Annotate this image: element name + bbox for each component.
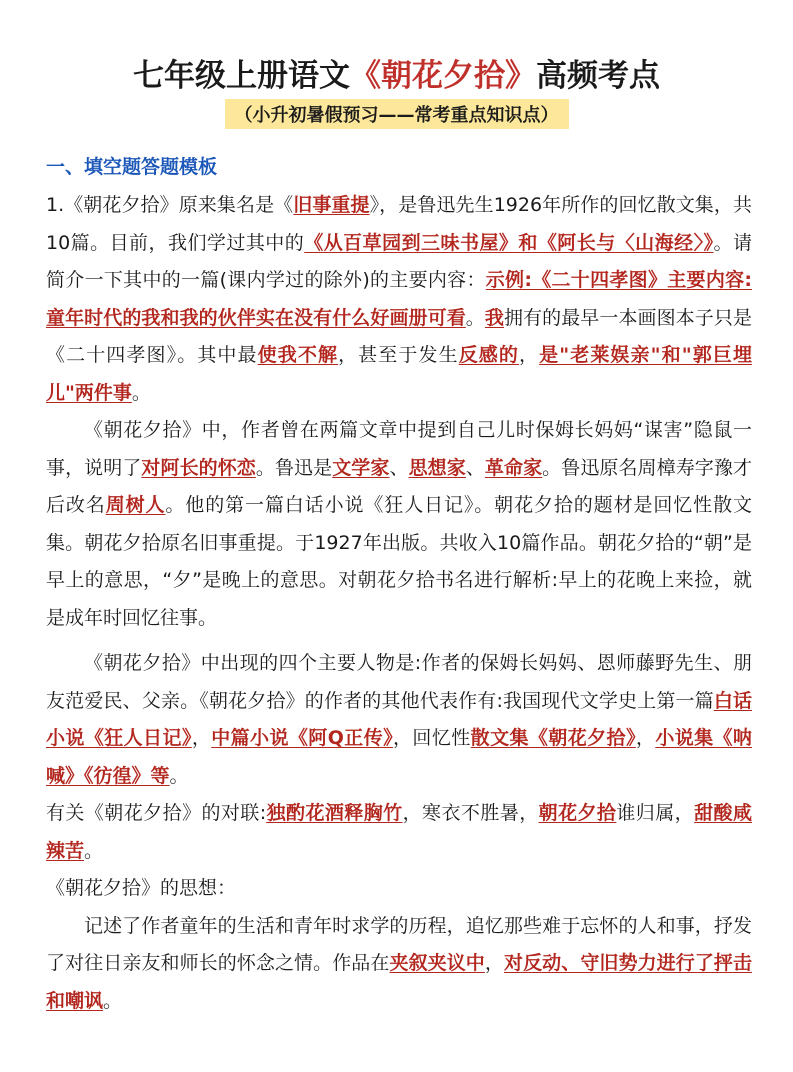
text-run: 《朝花夕拾》中，作者曾在两篇文章中提到自己儿时保姆长妈妈“谋害”隐鼠一事，说明了 [46,419,752,479]
title-book-name: 《朝花夕拾》 [350,58,536,94]
answer-highlight: 《从百草园到三味书屋》和《阿长与〈山海经〉》 [304,231,714,254]
text-run: 。 [103,989,123,1012]
text-run: 》，是鲁迅先生1926年所作的回忆散文集，共10篇。目前，我们学过其中的 [46,194,752,254]
text-run: 。 [169,764,189,787]
text-run: 、 [389,456,409,479]
paragraph-2 [46,412,752,637]
answer-highlight: 夹叙夹议中 [389,952,485,974]
text-run: 。 [131,381,151,404]
text-run: 、 [465,456,485,479]
answer-highlight: 是"老莱娱亲"和"郭巨埋儿"两件事 [46,344,752,404]
subtitle-container [0,99,793,129]
text-run: 谁归属， [616,802,695,824]
text-run: ， [635,727,656,749]
section-heading: 一、填空题答题模板 [46,156,218,178]
text-run: 。 [84,839,104,862]
text-run: ，回忆性 [393,727,471,749]
title-prefix: 七年级上册语文 [133,58,350,94]
answer-highlight: 甜酸咸辣苦 [46,802,752,862]
text-run: ， [519,344,540,366]
text-run: 《朝花夕拾》的思想： [46,877,237,899]
subtitle-highlight: （小升初暑假预习——常考重点知识点） [225,99,569,129]
text-run: 有关《朝花夕拾》的对联: [46,802,267,824]
paragraph-5 [46,870,752,908]
paragraph-6 [46,908,752,1021]
text-run: ，甚至于发生 [338,344,459,366]
text-run: ，寒衣不胜暑， [402,802,539,824]
text-run: 记述了作者童年的生活和青年时求学的历程，追忆那些难于忘怀的人和事，抒发了对往日亲友和师长的怀念之情。作品在 [46,914,752,974]
answer-highlight: 思想家 [408,456,466,479]
answer-highlight: 旧事重提 [293,194,370,216]
answer-highlight: 独酌花酒释胸竹 [266,802,403,824]
answer-highlight: 使我不解 [257,344,339,366]
text-run: 。请简介一下其中的一篇(课内学过的除外)的主要内容： [46,231,752,291]
answer-highlight: 革命家 [484,456,543,479]
paragraph-1 [46,187,752,412]
answer-highlight: 散文集《朝花夕拾》 [470,727,636,749]
title-suffix: 高频考点 [536,58,660,94]
answer-highlight: 对反动、守旧势力进行了抨击和嘲讽 [46,952,752,1012]
document-body [46,187,752,1020]
answer-highlight: 示例:《二十四孝图》主要内容:童年时代的我和我的伙伴实在没有什么好画册可看 [46,269,753,329]
text-run: 。鲁迅是 [255,456,333,479]
text-run: 拥有的最早一本画图本子只是《二十四孝图》。其中最 [46,306,752,366]
paragraph-3 [46,645,752,795]
answer-highlight: 文学家 [332,456,390,479]
text-run: ， [484,952,504,974]
answer-highlight: 小说集《呐喊》《彷徨》等 [46,727,752,787]
answer-highlight: 朝花夕拾 [538,802,617,824]
page-title [0,50,793,95]
answer-highlight: 对阿长的怀恋 [141,456,256,479]
text-run: 。 [465,306,485,329]
answer-highlight: 中篇小说《阿Q正传》 [211,727,394,749]
text-run: ， [191,727,212,749]
answer-highlight: 白话小说《狂人日记》 [46,689,752,749]
answer-highlight: 反感的 [458,344,519,366]
paragraph-4 [46,795,752,870]
text-run: 1.《朝花夕拾》原来集名是《 [46,194,294,216]
text-run: 。他的第一篇白话小说《狂人日记》。朝花夕拾的题材是回忆性散文集。朝花夕拾原名旧事重提。于1927年出版。共收入10篇作品。朝花夕拾的“朝”是早上的意思，“夕”是晚上的意思。对朝花夕拾书名进行解析:早上的花晚上来捡，就是成年时回忆往事。 [46,494,752,629]
text-run: 《朝花夕拾》中出现的四个主要人物是:作者的保姆长妈妈、恩师藤野先生、朋友范爱民、父亲。《朝花夕拾》的作者的其他代表作有:我国现代文学史上第一篇 [46,652,752,712]
answer-highlight: 我 [484,306,504,329]
answer-highlight: 周树人 [105,494,166,516]
text-run: 。鲁迅原名周樟寿字豫才后改名 [46,456,752,516]
